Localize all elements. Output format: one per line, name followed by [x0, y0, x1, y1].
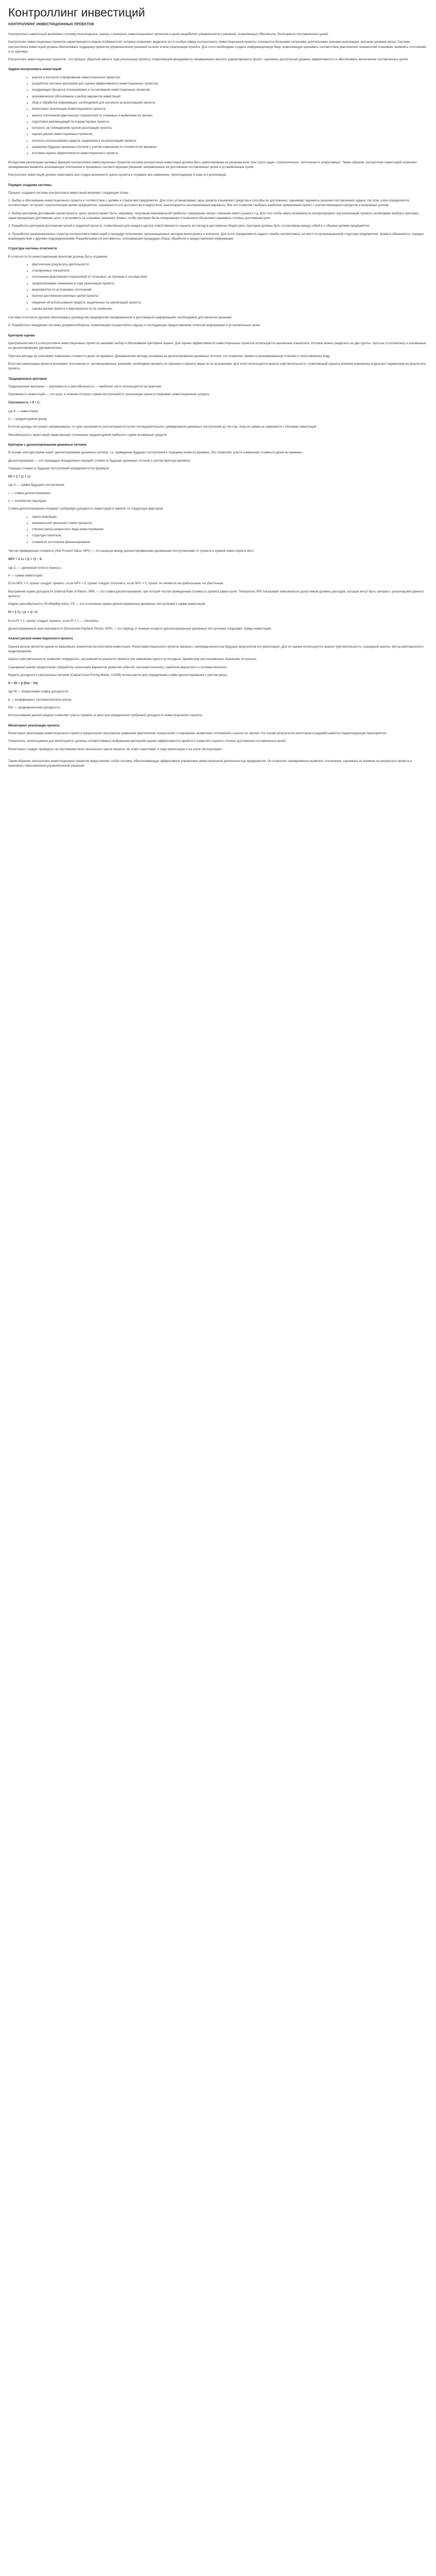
paragraph: Система отчетности должна обеспечивать руководство предприятия своевременной и достоверной информацией, необходимой для принятия решений.: [8, 316, 233, 320]
list-item: • стоимости источников финансирования.: [32, 540, 428, 545]
list-item: • сведения об использовании средств, выделенных на реализацию проекта;: [32, 300, 428, 305]
paragraph: Анализ чувствительности позволяет определить, как изменится результат проекта при изменении одного из исходных параметров при неизменных значениях остальных.: [8, 657, 257, 662]
list-item: • планируемые показатели;: [32, 268, 428, 273]
page-subtitle: КОНТРОЛЛИНГ ИНВЕСТИЦИОННЫХ ПРОЕКТОВ: [8, 23, 94, 26]
paragraph: Дисконтированный срок окупаемости (Discounted Payback Period, DPP) — это период, в течение которого дисконтированные денежные поступления покрывают сумму инвестиций.: [8, 627, 272, 631]
paragraph: Сценарный анализ предполагает разработку нескольких вариантов развития событий: пессимистического, наиболее вероятного и оптимистического.: [8, 665, 228, 669]
paragraph: В основе этих критериев лежит дисконтирование денежных потоков, т.е. приведение будущих поступлений к текущему моменту времени. Это позволяет учесть изменение стоимости денег во времени.: [8, 451, 303, 455]
section-heading: Задачи контроллинга инвестиций:: [8, 67, 62, 72]
paragraph: Контроллинг инвестиций должен охватывать все стадии жизненного цикла проекта и отражать все изменения, происходящие в ходе его реализации.: [8, 173, 228, 177]
list-item: • сравнение будущих денежных потоков с учетом изменения их стоимости во времени;: [32, 145, 428, 149]
paragraph: Контроллинг инвестиций включает систему мониторинга, оценку и контроль инвестиционных проектов в целях выработки управленческих решений, позволяющих обеспечить достижение поставленных целей.: [8, 32, 329, 36]
paragraph: r — ставка дисконтирования;: [8, 491, 51, 495]
section-heading: Традиционные критерии: [8, 377, 47, 381]
list-item: • оценка рисков проекта и мероприятия по их снижению.: [32, 307, 428, 311]
paragraph: Модель доходности капитальных активов (Capital Asset Pricing Model, CAPM) используется для определения ставки дисконтирования с учетом риска:: [8, 673, 228, 677]
paragraph: Если при реализации проекта возникают отклонения от запланированных значений, необходимо выявить их причины и принять меры по их устранению. Для этого используется анализ чувствительности, позволяющий оценить влияние изменения отдельных параметров на результаты проекта.: [8, 362, 426, 371]
bullet-list: [8, 262, 428, 311]
paragraph: В отчетности по инвестиционным проектам должны быть отражены:: [8, 255, 109, 259]
paragraph: K — сумма инвестиций.: [8, 573, 43, 578]
section-heading: Мониторинг реализации проекта: [8, 723, 60, 727]
paragraph: Контроллинг инвестиционных проектов - это процесс обратной связи в ходе реализации проекта, позволяющий менеджменту своевременно вносить корректировки в проект, оценивать достигнутый уровень эффективности и обеспечивать выполнение поставленных целей.: [8, 58, 409, 62]
list-item: • координация процесса планирования и согласование инвестиционных проектов;: [32, 88, 428, 92]
article-body: [8, 32, 428, 768]
list-item: • экономическое обоснование и выбор вариантов инвестиций;: [32, 94, 428, 99]
paragraph: Rm — среднерыночная доходность.: [8, 706, 61, 710]
paragraph: Мониторинг реализации инвестиционного проекта предполагает регулярное сравнение фактических показателей с плановыми, выявление отклонений и анализ их причин. На основе результатов мониторинга разрабатываются корректирующие мероприятия.: [8, 731, 387, 735]
paragraph: Центральное место в контроллинге инвестиционных проектов занимает выбор и обоснование критериев оценки. Для оценки эффективности инвестиционных проектов используются различные показатели, которые можно разделить на две группы: простые (статические) и основанные на дисконтировании (динамические).: [8, 342, 426, 350]
article-page: [0, 0, 436, 778]
list-item: • минимальной реальной ставки процента;: [32, 521, 428, 526]
list-item: • мониторинг реализации инвестиционного проекта;: [32, 107, 428, 111]
page-title: Контроллинг инвестиций: [8, 6, 145, 19]
paragraph: 2. Выбор критериев достижения целей проекта. Цель проекта может быть, например, получение максимальной прибыли, сокращение затрат, освоение нового рынка и т.д. Для того чтобы иметь возможность контролировать ход реализации проекта, необходимо выбрать критерии, характеризующие достижение цели, и установить их плановые значения. Важно, чтобы критерии были измеримыми и позволяли объективно оценивать степень достижения цели.: [8, 211, 420, 221]
formula: NPV = Σ Cₜ / (1 + r)ᵗ − K: [8, 557, 42, 562]
paragraph: Использование данной модели позволяет учесть премию за риск при определении требуемой доходности инвестиционного проекта.: [8, 714, 203, 718]
list-item: • структуры капитала;: [32, 533, 428, 538]
paragraph: Индекс рентабельности (Profitability Index, PI) — это отношение суммы дисконтированных денежных поступлений к сумме инвестиций.: [8, 602, 206, 606]
paragraph: Контроллинг инвестиционных проектов характеризуется рядом особенностей, которые позволяют выделить его в особую сферу контроллинга. Инвестиционные проекты отличаются большими затратами, длительными сроками реализации, высоким уровнем риска. Система контроллинга инвестиций должна обеспечивать поддержку принятия управленческих решений на всех этапах реализации проекта. Для этого необходимо создать информационную базу, позволяющую оценивать соответствие фактических показателей плановым, выявлять отклонения и их причины.: [8, 40, 426, 54]
list-item: • темпа инфляции;: [32, 515, 428, 519]
list-item: • фактические результаты деятельности;: [32, 262, 428, 267]
paragraph: Таким образом, контроллинг инвестиционных проектов представляет собой систему, обеспечивающую эффективное управление инвестиционной деятельностью предприятия. Он позволяет своевременно выявлять отклонения, оценивать их влияние на результаты проекта и принимать обоснованные управленческие решения.: [8, 759, 412, 768]
paragraph: Традиционные критерии — окупаемость и рентабельность — наиболее часто используются на практике.: [8, 384, 162, 388]
paragraph: где Cₜ — денежный поток в период t;: [8, 566, 62, 570]
paragraph: Рентабельность инвестиций характеризует отношение среднегодовой прибыли к сумме вложенных средств.: [8, 433, 167, 437]
list-item: • мероприятия по устранению отклонений;: [32, 287, 428, 292]
paragraph: Если NPV > 0, проект следует принять; если NPV < 0, проект следует отклонить; если NPV = 0, проект не является ни прибыльным, ни убыточным.: [8, 582, 224, 586]
section-heading: Анализ рисков инвестиционного проекта: [8, 637, 73, 641]
paragraph: Если же доходы поступают неравномерно, то срок окупаемости рассчитывается путем последовательного суммирования денежных поступлений до тех пор, пока их сумма не сравняется с объемом инвестиций.: [8, 425, 317, 429]
formula: PI = Σ Cₜ / (1 + r)ᵗ / K: [8, 611, 38, 615]
paragraph: где Rf — безрисковая ставка доходности;: [8, 690, 69, 694]
paragraph: 3. Разработка критериев достижения целей и подцелей проекта, позволяющих для каждого центра ответственности оценить его вклад в достижение общей цели. Критерии должны быть согласованы между собой и с общими целями предприятия.: [8, 224, 370, 228]
list-item: • предполагаемые изменения в ходе реализации проекта;: [32, 281, 428, 286]
paragraph: Если PI > 1, проект следует принять; если PI < 1 — отклонить.: [8, 619, 99, 623]
paragraph: C — среднегодовой доход.: [8, 417, 48, 421]
list-item: • сбор и обработка информации, необходимой для контроля за реализацией проекта;: [32, 100, 428, 105]
paragraph: Текущая стоимость будущих поступлений определяется по формуле:: [8, 466, 110, 470]
list-item: • анализ и контроль планирования инвестиционных проектов;: [32, 75, 428, 80]
paragraph: Вследствие реализации целевых функций контроллинга инвестиционных проектов система контроллинга инвестиций должна быть ориентирована на решение всех трех групп задач: стратегических, тактических и оперативных. Таким образом, контроллинг инвестиций позволяет своевременно выявлять возникающие отклонения и принимать соответствующие решения, направленные на достижение поставленных целей в установленные сроки.: [8, 160, 417, 169]
list-item: • подготовка рекомендаций по корректировке проекта;: [32, 120, 428, 124]
list-item: • контроль использования средств, выделенных на реализацию проекта;: [32, 139, 428, 143]
formula: Окупаемость = K / C,: [8, 401, 41, 405]
paragraph: Ставка дисконтирования отражает требуемую доходность инвестиций и зависит от следующих факторов:: [8, 507, 164, 511]
section-heading: Структура системы отчетности: [8, 247, 57, 251]
list-item: • итоговая оценка эффективности инвестиционного проекта.: [32, 151, 428, 156]
paragraph: Окупаемость инвестиций — это срок, в течение которого сумма поступлений от реализации проекта покрывает инвестиционные затраты.: [8, 393, 211, 397]
paragraph: Внутренняя норма доходности (Internal Rate of Return, IRR) — это ставка дисконтирования, при которой чистая приведенная стоимость проекта равна нулю. Показатель IRR показывает максимально допустимый уровень расходов, которые могут быть связаны с реализацией данного проекта.: [8, 589, 424, 598]
paragraph: 5. Разработка и внедрение системы документооборота, позволяющей осуществлять надзор и последующее предоставление отчетной информации в установленные сроки.: [8, 324, 261, 328]
paragraph: где K — инвестиции;: [8, 409, 39, 413]
list-item: • разработка системы критериев для оценки эффективности инвестиционных проектов;: [32, 81, 428, 86]
list-item: • отклонения фактических показателей от плановых, их причины и последствия;: [32, 275, 428, 279]
paragraph: Показатели, используемые для мониторинга, должны соответствовать выбранным критериям оценки эффективности проекта и позволять оценить степень достижения поставленных целей.: [8, 739, 287, 743]
list-item: • контроль за соблюдением сроков реализации проекта;: [32, 126, 428, 130]
paragraph: Простые методы не учитывают изменение стоимости денег во времени. Динамические методы основаны на дисконтировании денежных потоков, что позволяет привести разновременные платежи к сопоставимому виду.: [8, 354, 330, 358]
list-item: • анализ отклонений фактических показателей от плановых и выявление их причин;: [32, 113, 428, 118]
paragraph: где C — сумма будущего поступления;: [8, 483, 65, 487]
paragraph: Процесс создания системы контроллинга инвестиций включает следующие этапы.: [8, 191, 130, 195]
paragraph: 1. Выбор и обоснование инвестиционного проекта в соответствии с целями и стратегией предприятия. Для этого устанавливают цель проекта и выявляют средства и способы ее достижения, оценивают варианты решения поставленной задачи. На этом этапе определяется, соответствует ли проект стратегическим целям предприятия, оцениваются его достоинства и недостатки, анализируются альтернативные варианты. Все это позволяет выбрать наиболее приемлемый проект с учетом имеющихся ресурсов и возможных рисков.: [8, 199, 410, 208]
paragraph: Оценка рисков является одним из важнейших элементов контроллинга инвестиций. Риски инвестиционного проекта связаны с неопределенностью будущих результатов его реализации. Для их оценки используются анализ чувствительности, сценарный анализ, метод имитационного моделирования.: [8, 645, 424, 653]
list-item: • степени риска конкретного вида инвестирования;: [32, 527, 428, 532]
list-item: • прогноз достижения конечных целей проекта;: [32, 294, 428, 298]
formula: R = Rf + β (Rm − Rf): [8, 682, 38, 686]
formula: PV = C / (1 + r)ⁿ: [8, 475, 31, 479]
bullet-list: [8, 515, 428, 545]
section-heading: Критерии оценки: [8, 333, 35, 337]
paragraph: Дисконтирование — это процедура определения текущей стоимости будущих денежных потоков с учетом фактора времени.: [8, 459, 191, 463]
paragraph: 4. Проработка организационных структур контроллинга инвестиций и процедур исполнения, организационных методов мониторинга и контроля. Для этого определяются задачи службы контроллинга, ее место в организационной структуре предприятия, права и обязанности, порядок взаимодействия с другими подразделениями. Разрабатываются регламенты, описывающие процедуры сбора, обработки и предоставления информации.: [8, 232, 424, 241]
list-item: • оценка рисков инвестиционных проектов;: [32, 132, 428, 137]
bullet-list: [8, 75, 428, 156]
paragraph: Чистая приведенная стоимость (Net Present Value, NPV) — это разница между дисконтированными денежными поступлениями от проекта и суммой инвестиций в него:: [8, 549, 254, 553]
paragraph: β — коэффициент систематического риска;: [8, 698, 72, 702]
section-heading: Порядок создания системы: [8, 183, 52, 187]
paragraph: Мониторинг следует проводить на протяжении всего жизненного цикла проекта: на этапе подготовки, в ходе реализации и на этапе эксплуатации.: [8, 747, 222, 751]
section-heading: Критерии с дисконтированием денежных потоков: [8, 443, 86, 447]
paragraph: n — количество периодов.: [8, 499, 47, 503]
